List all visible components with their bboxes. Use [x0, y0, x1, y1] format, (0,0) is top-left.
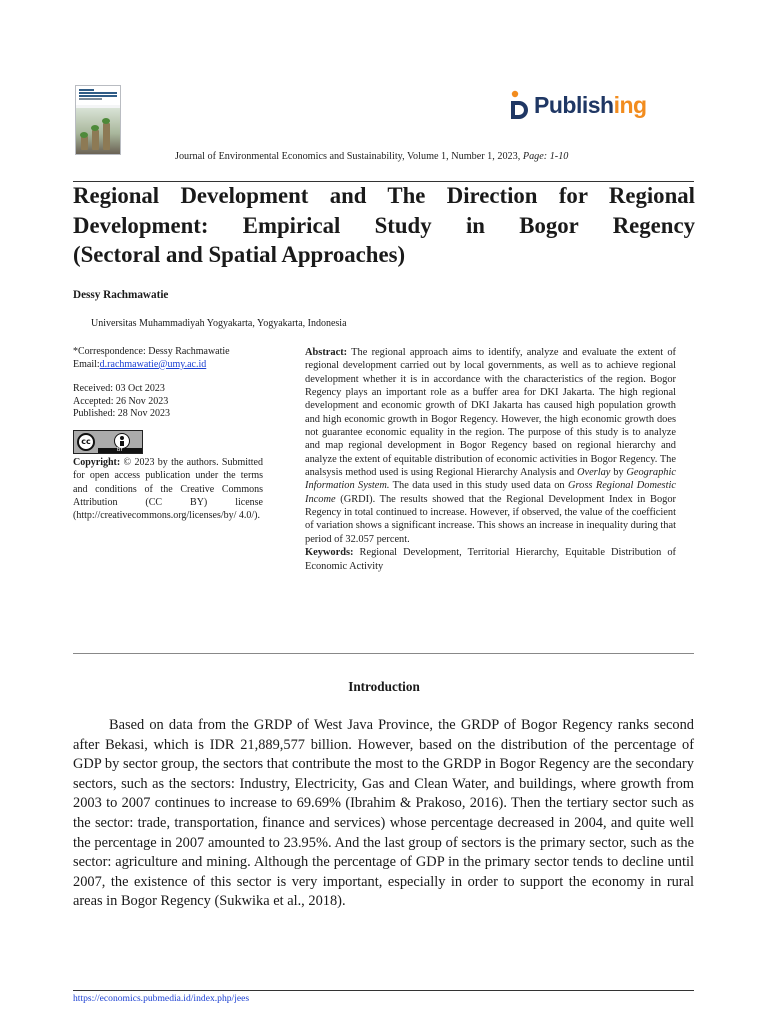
abstract-italic: Geographic Information System.: [305, 467, 676, 492]
copyright-text: © 2023 by the authors. Submitted for open access publication under the terms and conditions of the Creative Commons Attribution (CC BY) license (http://creativecommons.org/licenses/by/ 4.0/).: [73, 456, 263, 522]
section-heading: Introduction: [348, 679, 420, 694]
received-date: Received: 03 Oct 2023: [73, 383, 165, 395]
journal-citation-text: Journal of Environmental Economics and Sustainability, Volume 1, Number 1, 2023,: [175, 151, 523, 162]
title-line: Development: Empirical Study in Bogor Regency: [73, 212, 695, 238]
published-date: Published: 28 Nov 2023: [73, 408, 170, 420]
footer-rule: [73, 990, 694, 991]
email-link[interactable]: d.rachmawatie@umy.ac.id: [99, 358, 207, 370]
copyright-label: Copyright:: [73, 456, 121, 468]
keywords: [305, 546, 676, 573]
journal-url-link[interactable]: https://economics.pubmedia.id/index.php/jees: [73, 993, 250, 1004]
correspondence: *Correspondence: Dessy Rachmawatie: [73, 346, 230, 357]
introduction-text: Based on data from the GRDP of West Java Province, the GRDP of Bogor Regency ranks second after Bekasi, which is IDR 21,889,577 billion. However, based on the distribution of the percentage of GDP by sector group, the sectors that contribute the most to the GRDP in Bogor Regency are the secondary sectors, such as the sectors: Industry, Electricity, Gas and Clean Water, and buildings, where growth from 2003 to 2007 continues to increase to 69.69% (Ibrahim & Prakoso, 2016). Then the tertiary sector such as the sector: trade, transportation, finance and services) whose percentage decreased in 2004, and quite well the percentage in 2007 amounted to 23.95%. And the last group of sectors is the primary sector, such as the sector: agriculture and mining. Although the percentage of GDP in the primary sector tends to decline until 2007, the existence of this sector is very important, especially in order to support the economy in rural areas in Bogor Regency (Sukwika et al., 2018).: [73, 717, 694, 910]
abstract-italic: Overlay: [576, 467, 611, 479]
journal-citation: [175, 151, 568, 162]
copyright-notice: [73, 456, 263, 522]
abstract-body: [305, 346, 676, 546]
author-name: Dessy Rachmawatie: [73, 289, 169, 301]
abstract-text: The data used in this study used data on: [389, 480, 569, 492]
abstract-italic: Gross Regional Domestic Income: [305, 480, 676, 505]
abstract-rule: [73, 653, 694, 654]
page-range: Page: 1-10: [522, 151, 569, 162]
title-line: Regional Development and The Direction for Regional: [73, 183, 695, 208]
abstract-text: by: [610, 467, 627, 479]
author-affiliation: Universitas Muhammadiyah Yogyakarta, Yogyakarta, Indonesia: [91, 318, 347, 329]
introduction-paragraph: [73, 716, 694, 912]
abstract: [305, 346, 676, 573]
correspondence-email: [73, 359, 263, 372]
publisher-logo: [507, 87, 657, 125]
publisher-logo-icon: [507, 90, 533, 120]
accepted-date: Accepted: 26 Nov 2023: [73, 395, 169, 407]
keywords-text: Regional Development, Territorial Hierarchy, Equitable Distribution of Economic Activity: [305, 547, 676, 572]
abstract-text: The regional approach aims to identify, analyze and evaluate the extent of regional development carried out by local governments, as well as to achieve regional development whether it is in accordance with the characteristics of the region. Bogor Regency plays an important role as a buffer area for DKI Jakarta. The high regional development and economic growth of DKI Jakarta has caused high population growth and high economic growth in Bogor Regency. However, the high economic growth does not guarantee economic equality in the region. The purpose of this study is to analyze and map regional development in Bogor Regency based on regional hierarchy and analyze the extent of equitable distribution of economic activities in Bogor Regency. The analsysis method used is using Regional Hierarchy Analysis and: [305, 347, 676, 479]
title-line: (Sectoral and Spatial Approaches): [73, 242, 406, 267]
journal-cover-thumbnail: [75, 85, 121, 155]
creative-commons-icon: cc: [77, 433, 95, 451]
article-title: [73, 181, 695, 270]
cc-by-license-badge[interactable]: [73, 430, 143, 454]
by-label: BY: [98, 448, 142, 453]
publisher-logo-text: Publishing: [534, 92, 647, 118]
keywords-label: Keywords:: [305, 547, 354, 559]
abstract-text: (GRDI). The results showed that the Regional Development Index in Bogor Regency in total continued to increase. However, if observed, the value of the coefficient of variation shows a significant increase. This shows an increase in inequality during that period of 32.057 percent.: [305, 493, 676, 545]
abstract-label: Abstract:: [305, 347, 348, 358]
email-label: Email:: [73, 358, 100, 370]
article-meta: [73, 346, 263, 522]
